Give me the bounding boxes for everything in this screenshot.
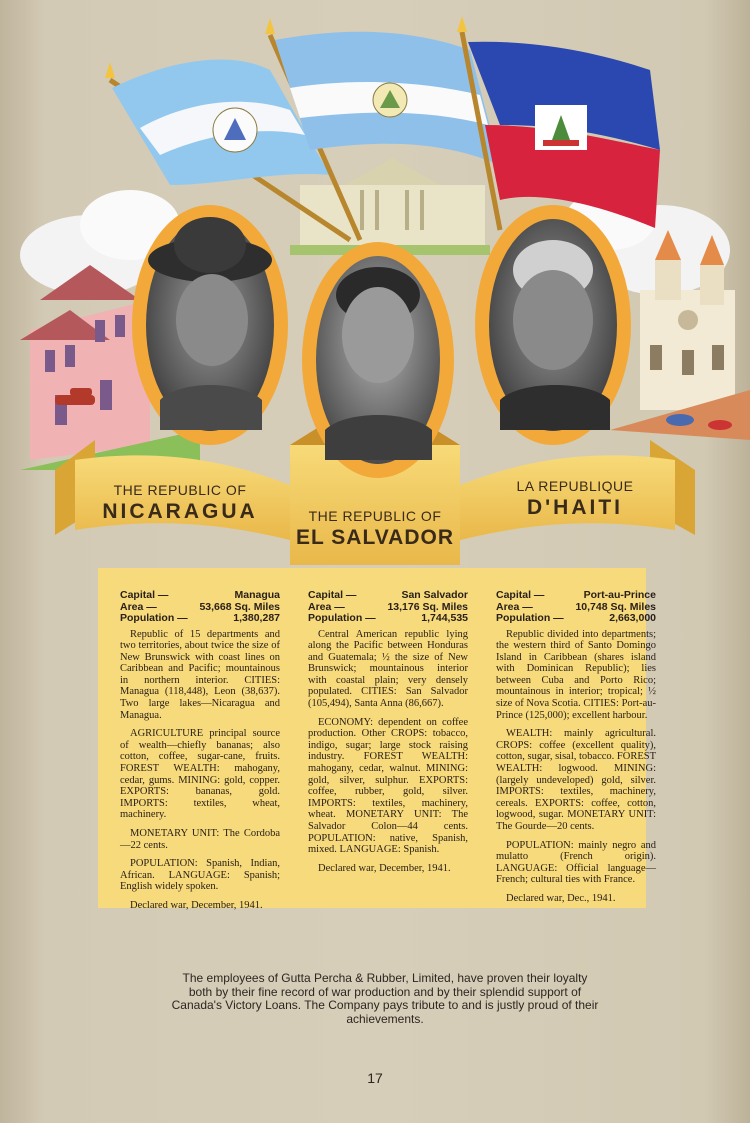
el-salvador-column [308,590,468,881]
page-number: 17 [367,1070,383,1086]
paragraph: ECONOMY: dependent on coffee production. Other CROPS: tobacco, indigo, sugar; large stock raising industry. FOREST WEALTH: mahogany, cedar, walnut. MINING: gold, silver, sulphur. EXPORTS: coffee, rubber, gold, silver. IMPORTS: textiles, machinery, wheat. MONETARY UNIT: The Salvador Colon—44 cents. POPULATION: native, Spanish, mixed. LANGUAGE: Spanish. [308,716,468,856]
el-salvador-title-big: EL SALVADOR [295,526,454,549]
area-value: 53,668 Sq. Miles [199,600,280,613]
capital-label: Capital — [496,589,545,601]
paragraph: Republic divided into departments; the western third of Santo Domingo Island in Caribbean (shares island with Dominican Republic); lies between Cuba and Porto Rico; mountainous in interior; tropical; ½ size of Nova Scotia. CITIES: Port-au-Prince (125,000); excellent harbour. [496,628,656,721]
haiti-title-small: LA REPUBLIQUE [516,478,634,494]
nicaragua-portrait [132,205,288,445]
paragraph: Central American republic lying along the Pacific between Honduras and Guatemala; ½ the size of New Brunswick; mountainous interior with coastal plain; very densely populated. CITIES: San Salvador (105,494), Santa Anna (86,667). [308,628,468,710]
paragraph: Declared war, Dec., 1941. [506,892,616,904]
nicaragua-stats [120,590,280,625]
paragraph: POPULATION: mainly negro and mulatto (French origin). LANGUAGE: Official language—French; cultural ties with France. [496,839,656,886]
paragraph: Declared war, December, 1941. [130,899,263,911]
haiti-flag [462,32,660,230]
population-label: Population — [120,612,188,624]
paragraph: Declared war, December, 1941. [318,862,451,874]
paragraph: Republic of 15 departments and two territories, about twice the size of New Brunswick with coast lines on Caribbean and Pacific; mountainous in northern interior. CITIES: Managua (118,448), Leon (38,637). Two large lakes—Nicaragua and Managua. [120,628,280,721]
footer-tribute: The employees of Gutta Percha & Rubber, Limited, have proven their loyalty both by their fine record of war production and by their splendid support of Canada's Victory Loans. The Company pays tribute to and is justly proud of their achievements. [171,971,599,1026]
population-value: 2,663,000 [609,612,656,624]
capital-label: Capital — [120,589,169,601]
capital-value: Port-au-Prince [583,589,656,601]
haiti-title [480,478,670,520]
nicaragua-title-small: THE REPUBLIC OF [113,482,247,498]
paragraph: MONETARY UNIT: The Cordoba—22 cents. [120,828,280,851]
paragraph: AGRICULTURE principal source of wealth—chiefly bananas; also cotton, coffee, sugar-cane, fruits. FOREST WEALTH: mahogany, cedar, gums. MINING: gold, copper. EXPORTS: bananas, gold. IMPORTS: textiles, wheat, machinery. [120,728,280,821]
capital-label: Capital — [308,589,357,601]
population-value: 1,380,287 [233,612,280,624]
el-salvador-portrait [302,242,454,478]
population-label: Population — [496,612,564,624]
el-salvador-stats [308,590,468,625]
area-value: 10,748 Sq. Miles [575,600,656,613]
population-label: Population — [308,612,376,624]
paragraph: POPULATION: Spanish, Indian, African. LANGUAGE: Spanish; English widely spoken. [120,858,280,893]
paragraph: WEALTH: mainly agricultural. CROPS: coffee (excellent quality), cotton, sugar, sisal, tobacco. FOREST WEALTH: logwood. MINING: (largely undeveloped) gold, silver. IMPORTS: textiles, machinery, cereals. EXPORTS: coffee, cotton, logwood, sugar. MONETARY UNIT: The Gourde—20 cents. [496,728,656,832]
population-value: 1,744,535 [421,612,468,624]
nicaragua-column [120,590,280,919]
capital-value: San Salvador [401,589,468,601]
area-value: 13,176 Sq. Miles [387,600,468,613]
flagpole-finial-icon [457,16,467,32]
el-salvador-title-small: THE REPUBLIC OF [308,508,442,524]
nicaragua-title-big: NICARAGUA [102,500,258,523]
flagpole-finial-icon [105,62,115,78]
area-label: Area — [120,600,157,613]
haiti-portrait [475,205,631,445]
haiti-column [496,590,656,912]
haiti-title-big: D'HAITI [527,496,623,519]
area-label: Area — [496,600,533,613]
flagpole-finial-icon [265,18,275,34]
area-label: Area — [308,600,345,613]
capital-value: Managua [234,589,280,601]
haiti-stats [496,590,656,625]
nicaragua-title [90,482,270,524]
el-salvador-title [290,508,460,550]
